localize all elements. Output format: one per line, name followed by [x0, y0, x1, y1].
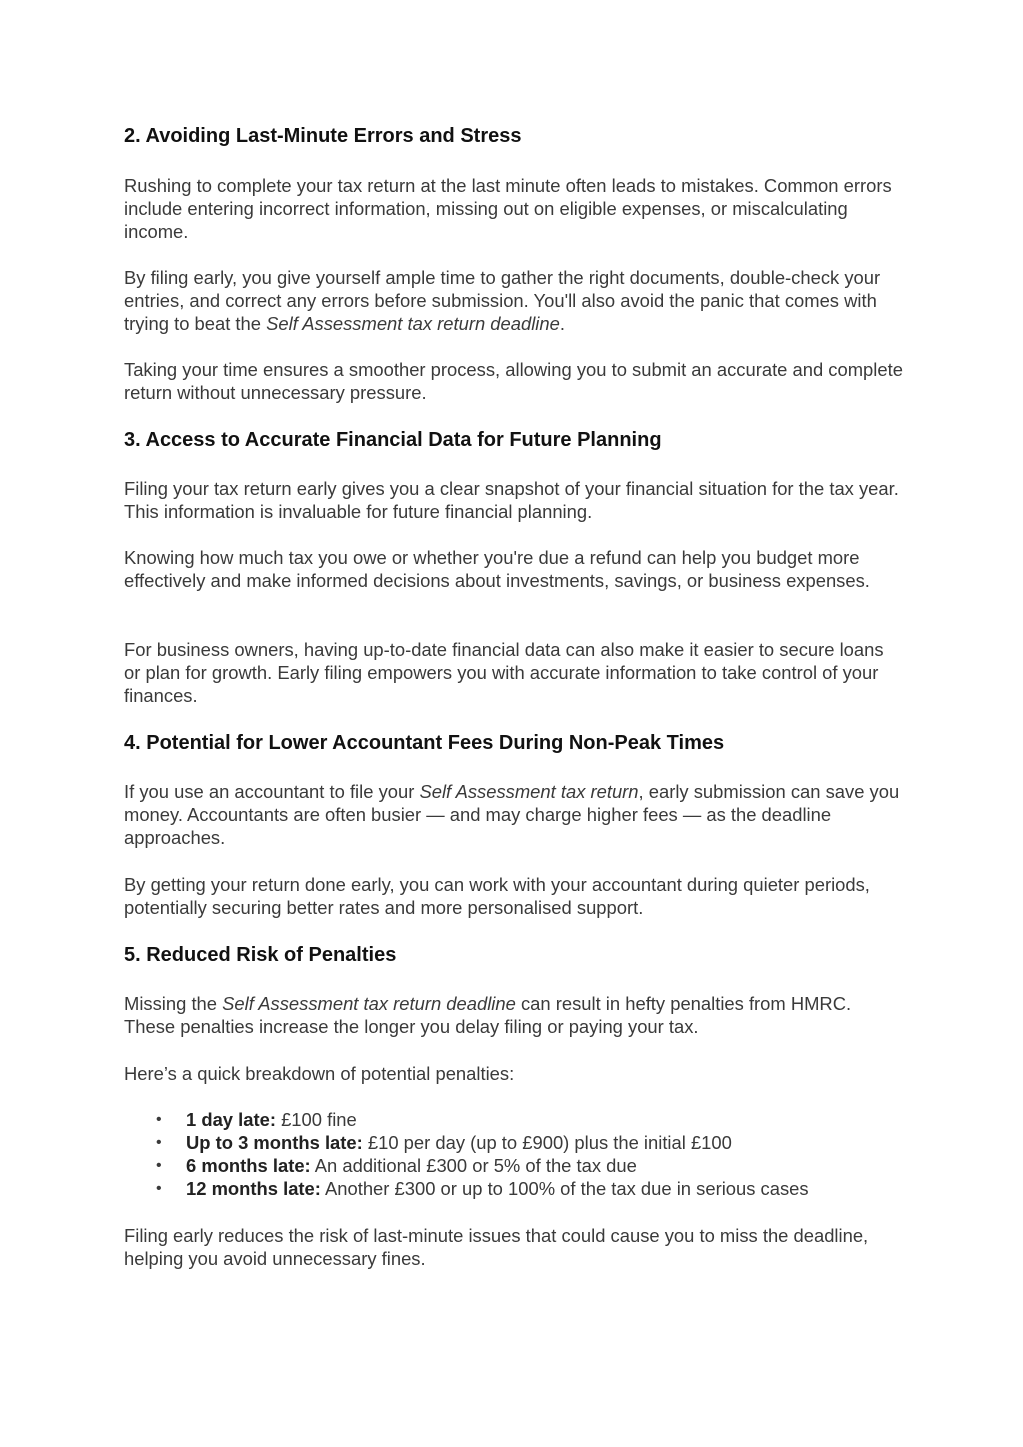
paragraph-text: can result in hefty penalties from HMRC. These penalties increase the longer you delay filing or paying your tax. [124, 993, 852, 1037]
list-item [124, 1154, 904, 1177]
list-item [124, 1177, 904, 1200]
list-item [124, 1131, 904, 1154]
paragraph-text: Missing the [124, 993, 223, 1014]
section-heading-financial-data: 3. Access to Accurate Financial Data for Future Planning [124, 429, 662, 451]
paragraph: Filing your tax return early gives you a clear snapshot of your financial situation for the tax year. This information is invaluable for future financial planning. [124, 478, 899, 522]
section-heading-penalties: 5. Reduced Risk of Penalties [124, 944, 397, 966]
list-item [124, 1108, 904, 1131]
paragraph [124, 780, 904, 849]
list-item-label: 1 day late: [186, 1109, 276, 1130]
list-item-text: Another £300 or up to 100% of the tax due in serious cases [320, 1178, 809, 1199]
penalty-list [124, 1108, 904, 1200]
paragraph: For business owners, having up-to-date financial data can also make it easier to secure loans or plan for growth. Early filing empowers you with accurate information to take control of your finances. [124, 639, 884, 706]
paragraph [124, 992, 904, 1038]
paragraph-text: . [559, 313, 565, 334]
paragraph: Here’s a quick breakdown of potential penalties: [124, 1063, 515, 1084]
bullet-icon: • [156, 1180, 162, 1197]
paragraph: Taking your time ensures a smoother process, allowing you to submit an accurate and complete return without unnecessary pressure. [124, 359, 903, 403]
list-item-label: 12 months late: [186, 1178, 321, 1199]
list-item-label: 6 months late: [186, 1155, 311, 1176]
bullet-icon: • [156, 1157, 162, 1174]
paragraph-text: By filing early, you give yourself ample time to gather the right documents, double-check your entries, and correct any errors before submission. You'll also avoid the panic that comes with trying to beat the [124, 267, 881, 334]
bullet-icon: • [156, 1134, 162, 1151]
list-item-text: £100 fine [275, 1109, 357, 1130]
list-item-text: An additional £300 or 5% of the tax due [310, 1155, 637, 1176]
paragraph: Filing early reduces the risk of last-minute issues that could cause you to miss the deadline, helping you avoid unnecessary fines. [124, 1225, 869, 1269]
list-item-text: £10 per day (up to £900) plus the initial £100 [362, 1132, 732, 1153]
paragraph: Rushing to complete your tax return at the last minute often leads to mistakes. Common errors include entering incorrect information, missing out on eligible expenses, or miscalculating income. [124, 175, 892, 242]
paragraph-text: , early submission can save you money. Accountants are often busier — and may charge higher fees — as the deadline approaches. [124, 781, 900, 848]
paragraph [124, 266, 904, 335]
list-item-label: Up to 3 months late: [186, 1132, 363, 1153]
paragraph: Knowing how much tax you owe or whether you're due a refund can help you budget more effectively and make informed decisions about investments, savings, or business expenses. [124, 547, 870, 591]
paragraph: By getting your return done early, you can work with your accountant during quieter periods, potentially securing better rates and more personalised support. [124, 874, 870, 918]
section-heading-avoiding-errors: 2. Avoiding Last-Minute Errors and Stress [124, 125, 522, 147]
section-heading-accountant-fees: 4. Potential for Lower Accountant Fees During Non-Peak Times [124, 732, 725, 754]
paragraph-text: If you use an accountant to file your [124, 781, 420, 802]
italic-term: Self Assessment tax return [419, 781, 639, 802]
italic-term: Self Assessment tax return deadline [266, 313, 560, 334]
bullet-icon: • [156, 1111, 162, 1128]
italic-term: Self Assessment tax return deadline [222, 993, 516, 1014]
